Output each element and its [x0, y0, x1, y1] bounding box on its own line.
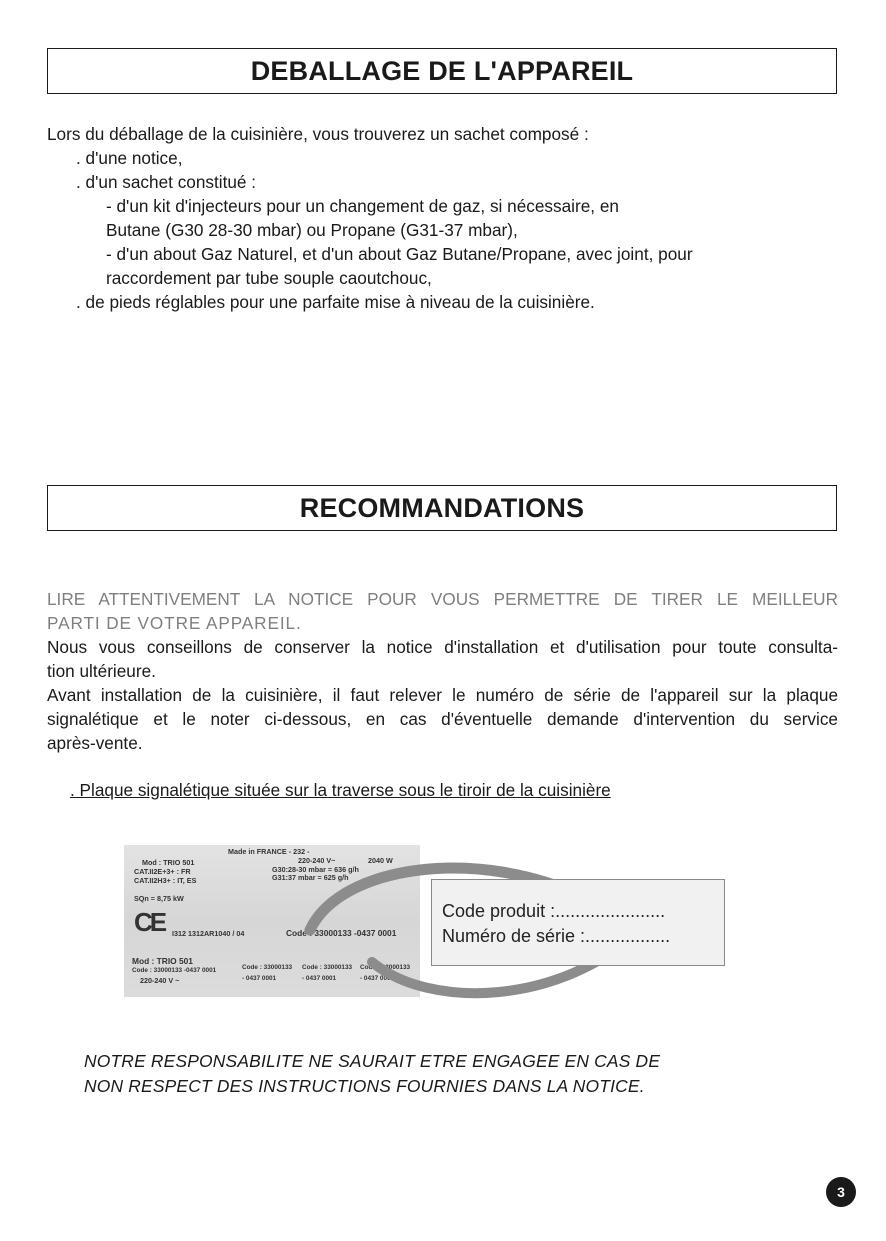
plate-label-code-2: Code : 33000133 [302, 964, 353, 971]
plate-code-main: Code : 33000133 -0437 0001 [286, 928, 397, 938]
deballage-intro: Lors du déballage de la cuisinière, vous trouverez un sachet composé : [47, 124, 589, 144]
plate-sqn: SQn = 8,75 kW [134, 894, 184, 903]
ce-mark-icon: CE [134, 907, 165, 937]
responsabilite-warning-line1: NOTRE RESPONSABILITE NE SAURAIT ETRE ENGAGEE EN CAS DE [84, 1051, 661, 1071]
plate-label-serial-1: - 0437 0001 [242, 975, 277, 982]
plate-label-serial-2: - 0437 0001 [302, 975, 337, 982]
plate-cat2: CAT.II2H3+ : IT, ES [134, 876, 197, 885]
plate-model: Mod : TRIO 501 [142, 858, 195, 867]
plate-label-code-3: Code : 33000133 [360, 964, 411, 971]
numero-serie-line3: après-vente. [47, 733, 143, 753]
deballage-item-pieds: . de pieds réglables pour une parfaite mise à niveau de la cuisinière. [76, 292, 595, 312]
product-code-box [431, 879, 725, 966]
plate-made-in: Made in FRANCE - 232 - [228, 847, 310, 856]
plate-label-code-1: Code : 33000133 [242, 964, 293, 971]
deballage-subitem-about-1: - d'un about Gaz Naturel, et d'un about Gaz Butane/Propane, avec joint, pour [106, 244, 693, 264]
section-title-recommandations: RECOMMANDATIONS [47, 485, 837, 531]
plaque-caption: . Plaque signalétique située sur la traverse sous le tiroir de la cuisinière [70, 780, 611, 800]
conserver-notice-line1: Nous vous conseillons de conserver la notice d'installation et d'utilisation pour toute consulta- [47, 637, 838, 657]
plate-power: 2040 W [368, 856, 393, 865]
deballage-subitem-injecteurs-2: Butane (G30 28-30 mbar) ou Propane (G31-37 mbar), [106, 220, 518, 240]
deballage-item-sachet: . d'un sachet constitué : [76, 172, 257, 192]
plate-cert: I312 1312AR1040 / 04 [172, 929, 245, 938]
responsabilite-warning-line2: NON RESPECT DES INSTRUCTIONS FOURNIES DANS LA NOTICE. [84, 1076, 645, 1096]
plate-voltage: 220-240 V~ [298, 856, 336, 865]
deballage-subitem-about-2: raccordement par tube souple caoutchouc, [106, 268, 432, 288]
plate-code-small: Code : 33000133 -0437 0001 [132, 967, 217, 974]
plate-g30: G30:28-30 mbar = 636 g/h [272, 865, 359, 874]
plate-voltage-2: 220-240 V ~ [140, 976, 180, 985]
numero-serie-line2: signalétique et le noter ci-dessous, en cas d'éventuelle demande d'intervention du service [47, 709, 838, 729]
plate-label-serial-3: - 0437 0001 [360, 975, 395, 982]
numero-serie-field: Numéro de série :................. [442, 926, 671, 946]
caps-warning-line2: PARTI DE VOTRE APPAREIL. [47, 613, 302, 633]
page-number: 3 [826, 1177, 856, 1207]
plate-model-2: Mod : TRIO 501 [132, 956, 193, 966]
plate-cat1: CAT.II2E+3+ : FR [134, 867, 191, 876]
conserver-notice-line2: tion ultérieure. [47, 661, 156, 681]
deballage-subitem-injecteurs-1: - d'un kit d'injecteurs pour un changement de gaz, si nécessaire, en [106, 196, 619, 216]
deballage-item-notice: . d'une notice, [76, 148, 183, 168]
caps-warning-line1: LIRE ATTENTIVEMENT LA NOTICE POUR VOUS PERMETTRE DE TIRER LE MEILLEUR [47, 589, 838, 609]
plate-g31: G31:37 mbar = 625 g/h [272, 873, 349, 882]
section-title-deballage: DEBALLAGE DE L'APPAREIL [47, 48, 837, 94]
numero-serie-line1: Avant installation de la cuisinière, il faut relever le numéro de série de l'appareil sur la plaque [47, 685, 838, 705]
code-produit-field: Code produit :...................... [442, 901, 666, 921]
